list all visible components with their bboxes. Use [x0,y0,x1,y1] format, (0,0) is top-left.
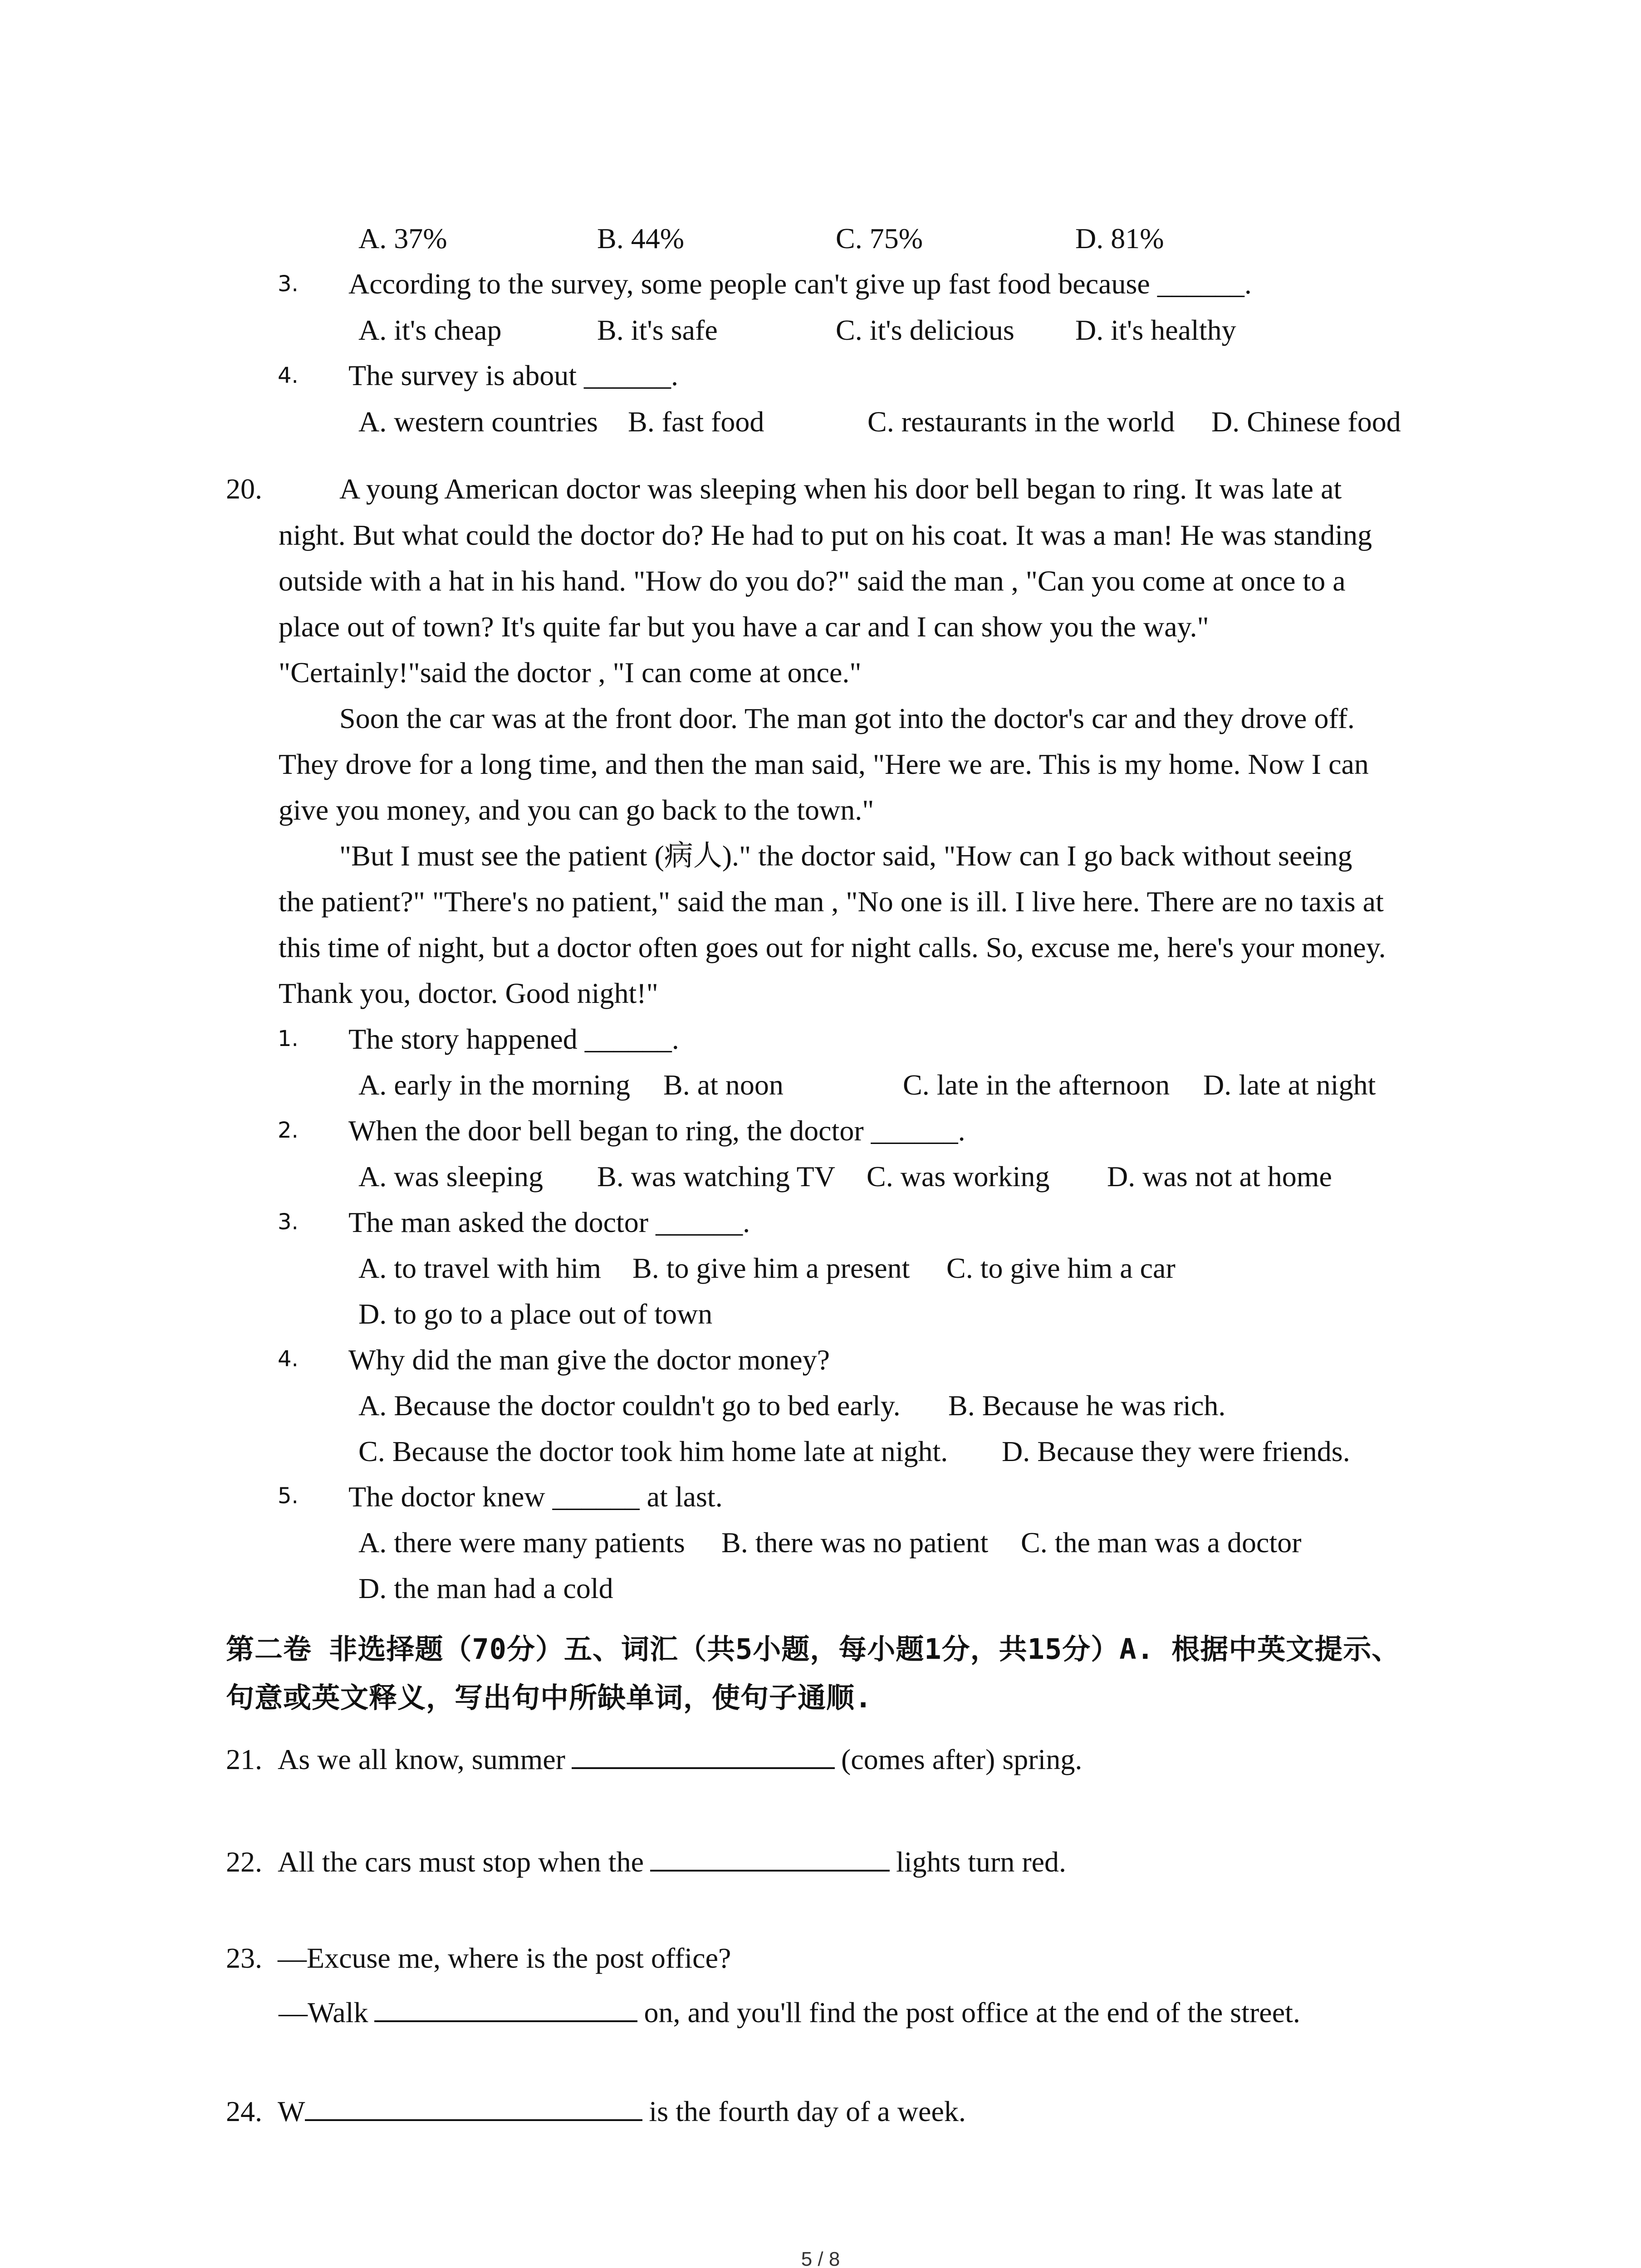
q20-4-option-b: B. Because he was rich. [948,1389,1226,1422]
question-number: 22. [226,1846,262,1878]
q20-5-option-b: B. there was no patient [721,1526,989,1559]
q19-3-option-b: B. it's safe [597,314,718,346]
q19-3-option-a: A. it's cheap [358,314,502,346]
sentence-after: on, and you'll find the post office at the end of the street. [644,1996,1300,2028]
question-number: 23. [226,1942,262,1974]
dialogue-line: —Excuse me, where is the post office? [278,1942,731,1974]
section-heading: 第二卷 非选择题（70分）五、词汇（共5小题，每小题1分，共15分）A. 根据中英文提示、 [226,1633,1401,1666]
q20-4-option-c: C. Because the doctor took him home late at night. [358,1435,948,1467]
q20-1-option-a: A. early in the morning [358,1069,630,1101]
q20-2-text: When the door bell began to ring, the doctor ______. [348,1114,965,1147]
q19-3-text: According to the survey, some people can't give up fast food because ______. [348,268,1252,300]
q20-passage-line: place out of town? It's quite far but you have a car and I can show you the way." [279,611,1209,643]
q19-4-option-b: B. fast food [628,406,764,438]
vocab-24 [226,2094,966,2126]
q20-passage-line: A young American doctor was sleeping when his door bell began to ring. It was late at [339,473,1342,505]
q20-5-number: 5. [278,1483,299,1509]
q20-passage-line: Thank you, doctor. Good night!" [279,977,658,1009]
section-heading: 句意或英文释义，写出句中所缺单词，使句子通顺. [226,1681,872,1714]
q20-4-option-d: D. Because they were friends. [1002,1435,1350,1467]
q20-3-option-d: D. to go to a place out of town [358,1298,713,1330]
answer-blank[interactable] [305,2094,642,2121]
q20-2-option-b: B. was watching TV [597,1160,835,1193]
sentence-before: W [278,2095,305,2127]
sentence-before: As we all know, summer [278,1743,565,1775]
q20-passage-line: They drove for a long time, and then the man said, "Here we are. This is my home. Now I can [279,748,1369,780]
q20-2-option-a: A. was sleeping [358,1160,544,1193]
q20-2-option-c: C. was working [867,1160,1050,1193]
q20-passage-line: Soon the car was at the front door. The man got into the doctor's car and they drove off. [339,702,1355,734]
q20-3-option-c: C. to give him a car [946,1252,1176,1284]
q20-1-option-d: D. late at night [1203,1069,1376,1101]
q20-passage-line: night. But what could the doctor do? He had to put on his coat. It was a man! He was standing [279,519,1372,551]
sentence-after: lights turn red. [896,1846,1067,1878]
q20-1-option-c: C. late in the afternoon [903,1069,1170,1101]
q20-passage-line: outside with a hat in his hand. "How do you do?" said the man , "Can you come at once to a [279,565,1346,597]
q19-3-option-c: C. it's delicious [836,314,1014,346]
answer-blank[interactable] [572,1742,835,1769]
q19-2-option-d: D. 81% [1075,222,1164,254]
q19-3-number: 3. [278,271,299,297]
sentence-after: is the fourth day of a week. [649,2095,966,2127]
question-number: 21. [226,1743,262,1775]
answer-blank[interactable] [374,1995,637,2022]
vocab-21 [226,1742,1082,1774]
q20-3-option-b: B. to give him a present [632,1252,910,1284]
q20-passage-line: "But I must see the patient (病人)." the doctor said, "How can I go back without seeing [339,840,1352,872]
sentence-after: (comes after) spring. [841,1743,1083,1775]
q20-number: 20. [226,473,262,505]
q20-passage-line: give you money, and you can go back to the town." [279,794,874,826]
q20-3-option-a: A. to travel with him [358,1252,602,1284]
page-number: 5 / 8 [801,2248,840,2268]
sentence-before: All the cars must stop when the [278,1846,644,1878]
q20-passage-line: this time of night, but a doctor often goes out for night calls. So, excuse me, here's your money. [279,931,1386,963]
q20-passage-line: "Certainly!"said the doctor , "I can come at once." [279,656,862,689]
q19-4-option-d: D. Chinese food [1211,406,1401,438]
q20-1-option-b: B. at noon [663,1069,784,1101]
vocab-22 [226,1844,1066,1877]
q20-passage-line: the patient?" "There's no patient," said the man , "No one is ill. I live here. There are no taxis at [279,885,1384,918]
q20-5-option-c: C. the man was a doctor [1021,1526,1302,1559]
q19-4-option-c: C. restaurants in the world [867,406,1175,438]
q20-5-text: The doctor knew ______ at last. [348,1481,723,1513]
q20-3-text: The man asked the doctor ______. [348,1206,750,1238]
q20-2-option-d: D. was not at home [1107,1160,1332,1193]
q20-3-number: 3. [278,1209,299,1235]
answer-blank[interactable] [650,1844,890,1872]
q20-1-text: The story happened ______. [348,1023,679,1055]
q20-4-option-a: A. Because the doctor couldn't go to bed early. [358,1389,901,1422]
q19-3-option-d: D. it's healthy [1075,314,1236,346]
q19-2-option-a: A. 37% [358,222,447,254]
q20-2-number: 2. [278,1118,299,1143]
q20-4-number: 4. [278,1346,299,1372]
q19-4-text: The survey is about ______. [348,359,678,391]
q20-5-option-d: D. the man had a cold [358,1572,613,1604]
vocab-23 [226,1944,731,1973]
vocab-23-line2 [279,1995,1300,2027]
q19-4-number: 4. [278,363,299,388]
q19-2-option-c: C. 75% [836,222,923,254]
q20-1-number: 1. [278,1026,299,1051]
sentence-before: —Walk [279,1996,368,2028]
q20-5-option-a: A. there were many patients [358,1526,685,1559]
q19-4-option-a: A. western countries [358,406,598,438]
q20-4-text: Why did the man give the doctor money? [348,1344,830,1376]
q19-2-option-b: B. 44% [597,222,684,254]
question-number: 24. [226,2095,262,2127]
